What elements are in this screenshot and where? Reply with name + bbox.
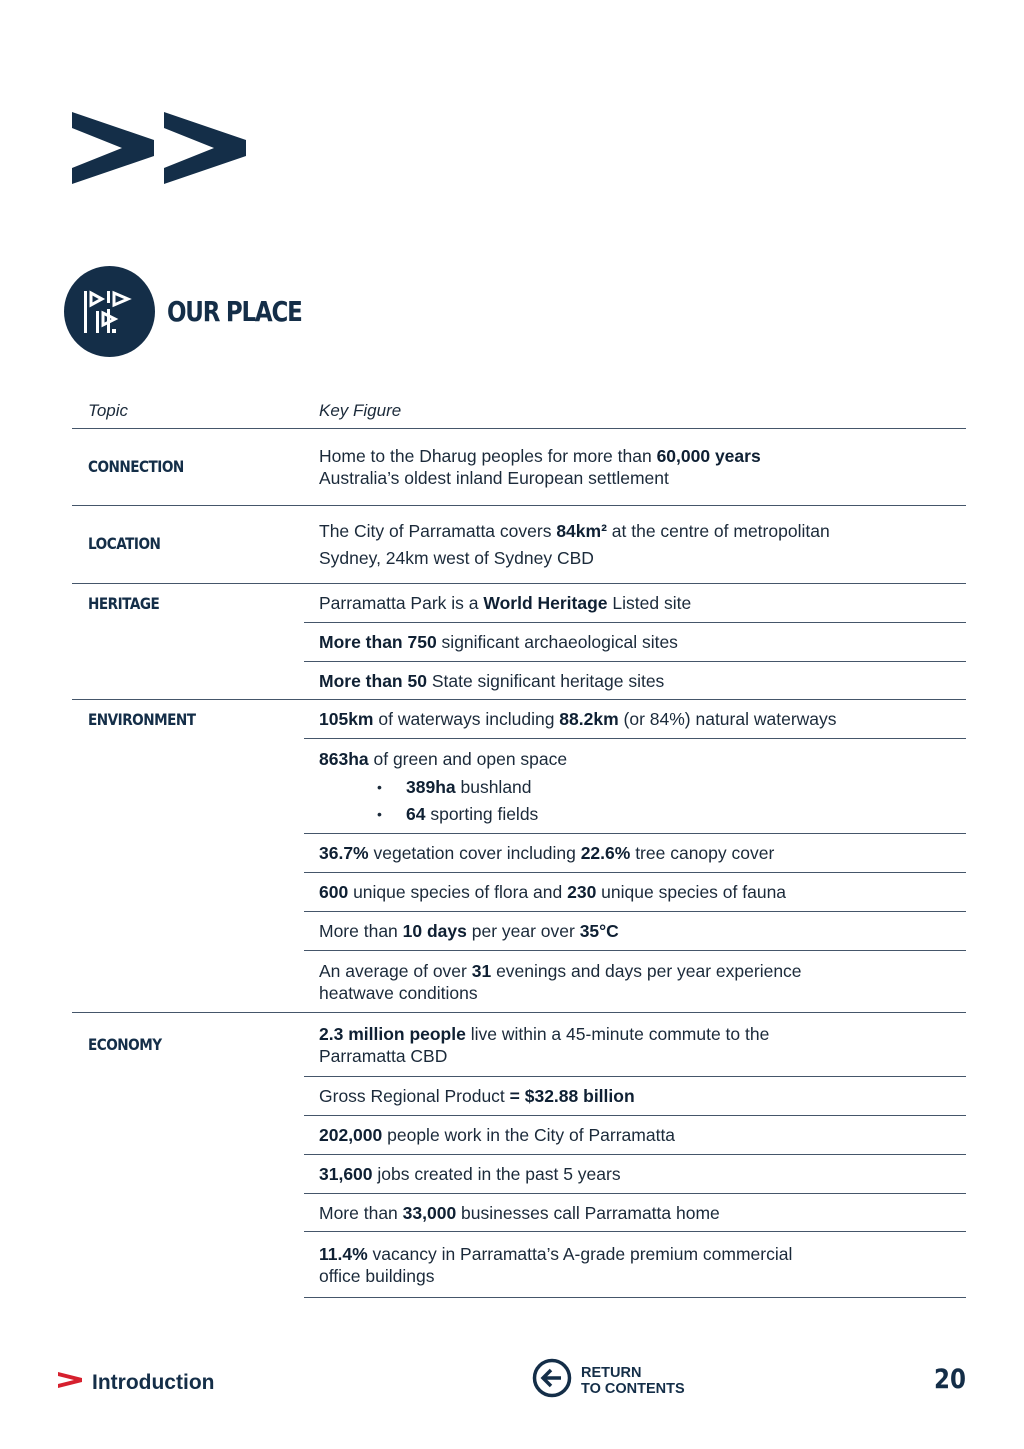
table-group-economy [72, 1013, 966, 1298]
topic-label: HERITAGE [88, 594, 160, 613]
figure-row: An average of over 31 evenings and days per year experience heatwave conditions [304, 950, 966, 1012]
topic-label: LOCATION [88, 534, 161, 553]
return-label-line1: RETURN [581, 1364, 642, 1381]
return-to-contents-button[interactable] [532, 1358, 685, 1403]
table-group-environment [72, 700, 966, 1013]
figure-row: 11.4% vacancy in Parramatta’s A-grade premium commercial office buildings [304, 1231, 966, 1297]
figure-row: More than 10 days per year over 35°C [304, 911, 966, 950]
column-header-key-figure: Key Figure [319, 401, 402, 420]
figure-row: Parramatta Park is a World Heritage Listed site [319, 593, 692, 613]
table-group-connection [72, 429, 966, 506]
figure-row: More than 50 State significant heritage sites [304, 661, 966, 699]
figure-row: 600 unique species of flora and 230 unique species of fauna [304, 872, 966, 911]
figure-row: More than 33,000 businesses call Parramatta home [304, 1193, 966, 1231]
page-title: OUR PLACE [167, 295, 302, 328]
double-chevron-icon [72, 112, 246, 189]
table-group-heritage [72, 584, 966, 700]
bullet-list [319, 774, 567, 828]
figure-row: Home to the Dharug peoples for more than 60,000 years Australia’s oldest inland European settlement [319, 446, 761, 488]
topic-label: ENVIRONMENT [88, 710, 196, 729]
return-label-line2: TO CONTENTS [581, 1380, 685, 1397]
figure-row: More than 750 significant archaeological sites [304, 622, 966, 661]
figure-row: 105km of waterways including 88.2km (or 84%) natural waterways [319, 709, 837, 729]
figure-row: The City of Parramatta covers 84km² at the centre of metropolitan Sydney, 24km west of Sydney CBD [319, 520, 830, 568]
figure-row: 2.3 million people live within a 45-minute commute to the Parramatta CBD [319, 1023, 770, 1066]
section-link-label: Introduction [92, 1370, 215, 1394]
figure-row: 202,000 people work in the City of Parramatta [304, 1115, 966, 1154]
key-figures-table [72, 428, 966, 1298]
section-header [64, 266, 331, 357]
topic-label: ECONOMY [88, 1035, 162, 1054]
chevron-right-icon [58, 1370, 82, 1395]
list-item: • 64 sporting fields [377, 801, 567, 828]
arrow-left-circle-icon [532, 1358, 572, 1403]
figure-row: 36.7% vegetation cover including 22.6% tree canopy cover [304, 833, 966, 872]
column-header-topic: Topic [88, 401, 129, 420]
figure-row: Gross Regional Product = $32.88 billion [304, 1076, 966, 1115]
page-number: 20 [934, 1364, 966, 1395]
topic-label: CONNECTION [88, 457, 184, 476]
list-item: • 389ha bushland [377, 774, 567, 801]
table-group-location [72, 506, 966, 584]
section-link-introduction[interactable] [58, 1370, 214, 1395]
figure-row: 863ha of green and open space • 389ha bushland • 64 sporting fields [304, 738, 966, 833]
figure-row: 31,600 jobs created in the past 5 years [304, 1154, 966, 1193]
flag-arrows-icon [64, 266, 155, 357]
